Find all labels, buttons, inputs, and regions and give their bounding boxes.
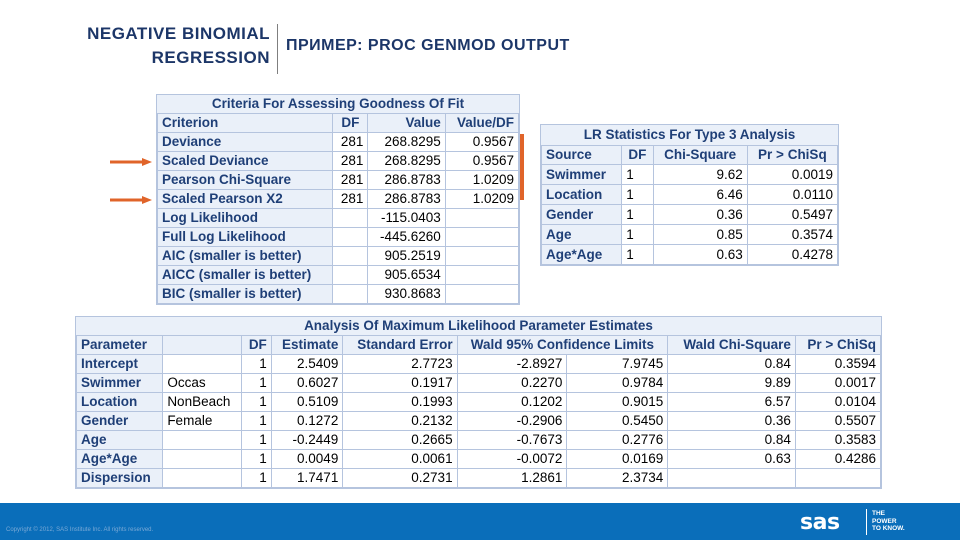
gof-value-df: 1.0209	[445, 190, 518, 209]
gof-df	[333, 285, 368, 304]
title-divider	[277, 24, 278, 74]
mle-estimate: 0.1272	[271, 412, 343, 431]
lr-pr: 0.4278	[747, 245, 837, 265]
table-row	[158, 133, 519, 152]
mle-header-parameter: Parameter	[77, 336, 163, 355]
gof-header-criterion: Criterion	[158, 114, 333, 133]
gof-value-df: 1.0209	[445, 171, 518, 190]
mle-estimate: 2.5409	[271, 355, 343, 374]
gof-value: 286.8783	[368, 171, 445, 190]
gof-criterion: Scaled Deviance	[158, 152, 333, 171]
mle-estimate: -0.2449	[271, 431, 343, 450]
lr-chisq: 0.36	[653, 205, 747, 225]
tagline-line-1: THE	[872, 510, 885, 517]
table-row	[542, 245, 838, 265]
mle-header-wald-ci: Wald 95% Confidence Limits	[457, 336, 668, 355]
highlight-bar	[520, 134, 524, 200]
gof-caption: Criteria For Assessing Goodness Of Fit	[158, 95, 519, 114]
gof-criterion: BIC (smaller is better)	[158, 285, 333, 304]
gof-value: 268.8295	[368, 152, 445, 171]
mle-header-estimate: Estimate	[271, 336, 343, 355]
mle-level	[163, 355, 242, 374]
mle-ci-upper: 0.0169	[567, 450, 668, 469]
lr-df: 1	[622, 245, 653, 265]
tagline-line-2: POWER	[872, 517, 897, 525]
mle-ci-upper: 0.9015	[567, 393, 668, 412]
table-row	[158, 285, 519, 304]
sas-logo-icon: sas	[800, 510, 840, 535]
lr-caption: LR Statistics For Type 3 Analysis	[542, 125, 838, 146]
mle-ci-upper: 7.9745	[567, 355, 668, 374]
tagline-line-3: TO KNOW.	[872, 525, 905, 532]
arrow-right-icon	[110, 196, 152, 204]
gof-criterion: Full Log Likelihood	[158, 228, 333, 247]
mle-ci-lower: -0.2906	[457, 412, 567, 431]
lr-df: 1	[622, 165, 653, 185]
lr-pr: 0.0019	[747, 165, 837, 185]
gof-df: 281	[333, 190, 368, 209]
lr-df: 1	[622, 225, 653, 245]
mle-df: 1	[242, 355, 272, 374]
gof-value: -115.0403	[368, 209, 445, 228]
table-row	[158, 171, 519, 190]
lr-source: Gender	[542, 205, 622, 225]
mle-pr: 0.3583	[795, 431, 880, 450]
mle-df: 1	[242, 412, 272, 431]
mle-ci-upper: 0.5450	[567, 412, 668, 431]
gof-criterion: Deviance	[158, 133, 333, 152]
mle-parameter: Age	[77, 431, 163, 450]
table-row	[542, 205, 838, 225]
gof-value-df: 0.9567	[445, 133, 518, 152]
lr-header-chisq: Chi-Square	[653, 146, 747, 165]
gof-df	[333, 247, 368, 266]
table-row	[77, 469, 881, 488]
gof-df	[333, 228, 368, 247]
mle-std-error: 0.1993	[343, 393, 457, 412]
table-row	[542, 225, 838, 245]
mle-estimate: 0.6027	[271, 374, 343, 393]
gof-value-df: 0.9567	[445, 152, 518, 171]
lr-source: Location	[542, 185, 622, 205]
mle-wald-chisq: 0.84	[668, 431, 796, 450]
goodness-of-fit-table	[156, 94, 520, 305]
mle-ci-upper: 0.9784	[567, 374, 668, 393]
mle-std-error: 0.2731	[343, 469, 457, 488]
mle-header-level	[163, 336, 242, 355]
mle-ci-lower: -0.0072	[457, 450, 567, 469]
mle-level	[163, 469, 242, 488]
mle-std-error: 0.0061	[343, 450, 457, 469]
gof-criterion: Pearson Chi-Square	[158, 171, 333, 190]
mle-std-error: 2.7723	[343, 355, 457, 374]
mle-ci-lower: -0.7673	[457, 431, 567, 450]
mle-level	[163, 450, 242, 469]
mle-ci-lower: 1.2861	[457, 469, 567, 488]
table-row	[158, 152, 519, 171]
mle-header-wald-chisq: Wald Chi-Square	[668, 336, 796, 355]
lr-pr: 0.0110	[747, 185, 837, 205]
lr-source: Swimmer	[542, 165, 622, 185]
lr-chisq: 9.62	[653, 165, 747, 185]
mle-df: 1	[242, 469, 272, 488]
mle-level	[163, 431, 242, 450]
table-row	[542, 185, 838, 205]
mle-estimate: 1.7471	[271, 469, 343, 488]
mle-parameter: Dispersion	[77, 469, 163, 488]
gof-value: 930.8683	[368, 285, 445, 304]
mle-wald-chisq: 6.57	[668, 393, 796, 412]
gof-value: 905.2519	[368, 247, 445, 266]
table-row	[158, 209, 519, 228]
table-row	[77, 393, 881, 412]
gof-header-value-df: Value/DF	[445, 114, 518, 133]
table-row	[158, 228, 519, 247]
gof-value-df	[445, 285, 518, 304]
parameter-estimates-table	[75, 316, 882, 489]
table-row	[77, 450, 881, 469]
logo-divider	[866, 509, 867, 535]
table-row	[158, 247, 519, 266]
mle-ci-lower: -2.8927	[457, 355, 567, 374]
table-row	[77, 355, 881, 374]
lr-df: 1	[622, 185, 653, 205]
table-row	[77, 431, 881, 450]
mle-parameter: Intercept	[77, 355, 163, 374]
gof-value: 905.6534	[368, 266, 445, 285]
lr-chisq: 0.85	[653, 225, 747, 245]
mle-parameter: Age*Age	[77, 450, 163, 469]
mle-level: NonBeach	[163, 393, 242, 412]
gof-df	[333, 209, 368, 228]
gof-header-df: DF	[333, 114, 368, 133]
mle-pr: 0.3594	[795, 355, 880, 374]
mle-wald-chisq: 0.63	[668, 450, 796, 469]
footer-bar	[0, 503, 960, 540]
gof-criterion: AICC (smaller is better)	[158, 266, 333, 285]
lr-chisq: 0.63	[653, 245, 747, 265]
lr-statistics-table	[540, 124, 839, 266]
mle-estimate: 0.5109	[271, 393, 343, 412]
table-row	[77, 374, 881, 393]
mle-wald-chisq: 0.84	[668, 355, 796, 374]
mle-parameter: Swimmer	[77, 374, 163, 393]
copyright-text: Copyright © 2012, SAS Institute Inc. All rights reserved.	[6, 527, 154, 533]
lr-header-pr: Pr > ChiSq	[747, 146, 837, 165]
lr-source: Age	[542, 225, 622, 245]
mle-header-df: DF	[242, 336, 272, 355]
mle-ci-upper: 2.3734	[567, 469, 668, 488]
mle-df: 1	[242, 431, 272, 450]
gof-value-df	[445, 266, 518, 285]
gof-header-value: Value	[368, 114, 445, 133]
gof-value-df	[445, 209, 518, 228]
mle-wald-chisq: 9.89	[668, 374, 796, 393]
gof-df	[333, 266, 368, 285]
mle-pr: 0.0104	[795, 393, 880, 412]
lr-pr: 0.3574	[747, 225, 837, 245]
mle-ci-lower: 0.1202	[457, 393, 567, 412]
mle-ci-upper: 0.2776	[567, 431, 668, 450]
gof-criterion: Log Likelihood	[158, 209, 333, 228]
mle-level: Female	[163, 412, 242, 431]
table-row	[542, 165, 838, 185]
slide-title	[87, 22, 270, 70]
gof-value-df	[445, 228, 518, 247]
table-row	[77, 412, 881, 431]
mle-caption: Analysis Of Maximum Likelihood Parameter Estimates	[77, 317, 881, 336]
mle-header-std-error: Standard Error	[343, 336, 457, 355]
slide-title-line-1: NEGATIVE BINOMIAL	[87, 24, 270, 43]
lr-header-source: Source	[542, 146, 622, 165]
gof-df: 281	[333, 152, 368, 171]
lr-chisq: 6.46	[653, 185, 747, 205]
mle-pr	[795, 469, 880, 488]
gof-df: 281	[333, 133, 368, 152]
gof-criterion: Scaled Pearson X2	[158, 190, 333, 209]
tagline	[872, 510, 932, 533]
mle-ci-lower: 0.2270	[457, 374, 567, 393]
slide-title-line-2: REGRESSION	[151, 48, 270, 67]
mle-df: 1	[242, 393, 272, 412]
mle-df: 1	[242, 374, 272, 393]
mle-pr: 0.4286	[795, 450, 880, 469]
lr-header-df: DF	[622, 146, 653, 165]
gof-value: 268.8295	[368, 133, 445, 152]
mle-level: Occas	[163, 374, 242, 393]
mle-pr: 0.5507	[795, 412, 880, 431]
slide-subtitle: ПРИМЕР: PROC GENMOD OUTPUT	[286, 37, 570, 54]
table-row	[158, 190, 519, 209]
table-row	[158, 266, 519, 285]
gof-value-df	[445, 247, 518, 266]
mle-estimate: 0.0049	[271, 450, 343, 469]
lr-df: 1	[622, 205, 653, 225]
mle-pr: 0.0017	[795, 374, 880, 393]
gof-value: 286.8783	[368, 190, 445, 209]
mle-parameter: Gender	[77, 412, 163, 431]
gof-value: -445.6260	[368, 228, 445, 247]
mle-std-error: 0.2665	[343, 431, 457, 450]
lr-source: Age*Age	[542, 245, 622, 265]
gof-criterion: AIC (smaller is better)	[158, 247, 333, 266]
mle-std-error: 0.1917	[343, 374, 457, 393]
lr-pr: 0.5497	[747, 205, 837, 225]
mle-df: 1	[242, 450, 272, 469]
mle-std-error: 0.2132	[343, 412, 457, 431]
gof-df: 281	[333, 171, 368, 190]
arrow-right-icon	[110, 158, 152, 166]
mle-wald-chisq: 0.36	[668, 412, 796, 431]
mle-parameter: Location	[77, 393, 163, 412]
mle-wald-chisq	[668, 469, 796, 488]
mle-header-pr: Pr > ChiSq	[795, 336, 880, 355]
